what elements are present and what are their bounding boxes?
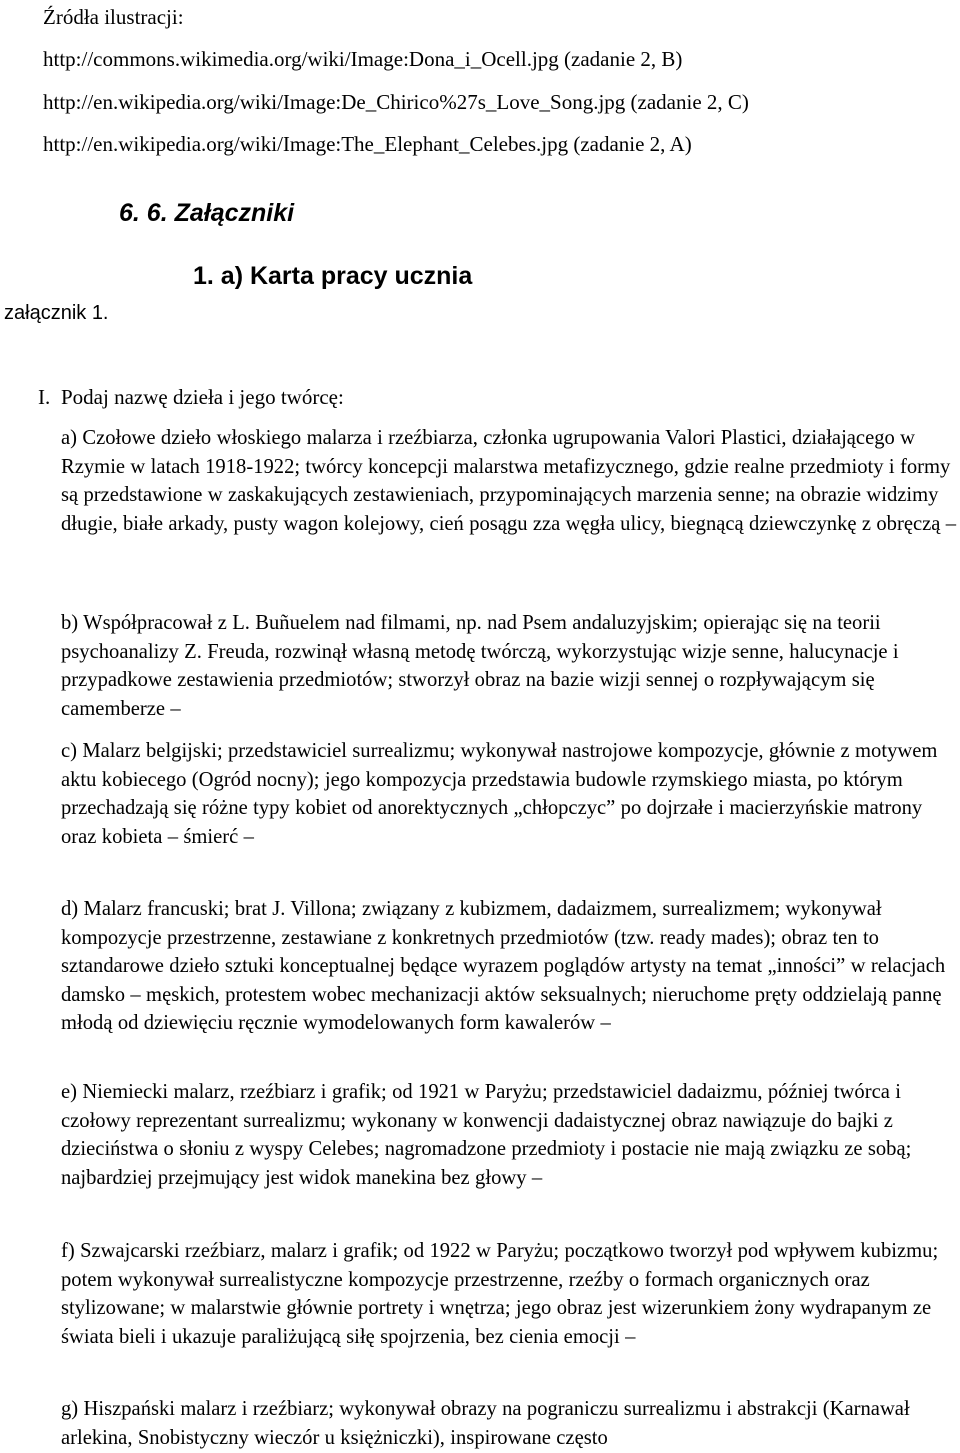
task-item-a: a) Czołowe dzieło włoskiego malarza i rzeźbiarza, członka ugrupowania Valori Plastici, działającego w Rzymie w latach 1918-1922; twórcy koncepcji malarstwa metafizycznego, gdzie realne przedmioty i formy są przedstawione w zaskakujących zestawieniach, przypominających marzenia senne; na obrazie widzimy długie, białe arkady, pusty wagon kolejowy, cień posągu zza węgła ulicy, biegnącą dziewczynkę z obręczą –	[61, 427, 957, 535]
section-title: 6. 6. Załączniki	[119, 199, 295, 227]
task-item-b: b) Współpracował z L. Buñuelem nad filmami, np. nad Psem andaluzyjskim; opierając się na teorii psychoanalizy Z. Freuda, rozwinął własną metodę twórczą, wykorzystując wizje senne, halucynacje i przypadkowe zestawienia przedmiotów; stworzył obraz na bazie wizji sennej o rozpływającym się camemberze –	[61, 612, 899, 720]
task-number: I.	[38, 385, 51, 409]
task-prompt: Podaj nazwę dzieła i jego twórcę:	[61, 385, 344, 409]
task-item-g: g) Hiszpański malarz i rzeźbiarz; wykonywał obrazy na pograniczu surrealizmu i abstrakcji (Karnawał arlekina, Snobistyczny wieczór u księżniczki), inspirowane często	[61, 1398, 910, 1449]
attachment-label: załącznik 1.	[4, 302, 109, 324]
task-item-e: e) Niemiecki malarz, rzeźbiarz i grafik; od 1921 w Paryżu; przedstawiciel dadaizmu, później twórca i czołowy reprezentant surrealizmu; wykonany w konwencji dadaistycznej obraz nawiązuje do bajki z dzieciństwa o słoniu z wyspy Celebes; nagromadzone przedmioty i postacie nie mają związku ze sobą; najbardziej przejmujący jest widok manekina bez głowy –	[61, 1081, 912, 1189]
task-item-d: d) Malarz francuski; brat J. Villona; związany z kubizmem, dadaizmem, surrealizmem; wykonywał kompozycje przestrzenne, zestawiane z konkretnych przedmiotów (tzw. ready mades); obraz ten to sztandarowe dzieło sztuki konceptualnej będące wyrazem poglądów artysty na temat „inności” w relacjach damsko – męskich, protestem wobec mechanizacji aktów seksualnych; nieruchome pręty oddzielają pannę młodą od dziewięciu ręcznie wymodelowanych form kawalerów –	[61, 898, 946, 1035]
source-link-1[interactable]: http://commons.wikimedia.org/wiki/Image:Dona_i_Ocell.jpg (zadanie 2, B)	[43, 47, 683, 71]
source-link-3[interactable]: http://en.wikipedia.org/wiki/Image:The_Elephant_Celebes.jpg (zadanie 2, A)	[43, 132, 692, 156]
task-item-f: f) Szwajcarski rzeźbiarz, malarz i grafik; od 1922 w Paryżu; początkowo tworzył pod wpływem kubizmu; potem wykonywał surrealistyczne kompozycje przestrzenne, rzeźby o formach organicznych oraz stylizowane; w malarstwie głównie portrety i wnętrza; jego obraz jest wizerunkiem żony wydrapanym ze świata bieli i ukazuje paraliżującą siłę spojrzenia, bez cienia emocji –	[61, 1240, 939, 1348]
source-link-2[interactable]: http://en.wikipedia.org/wiki/Image:De_Chirico%27s_Love_Song.jpg (zadanie 2, C)	[43, 90, 749, 114]
subsection-title: 1. a) Karta pracy ucznia	[193, 262, 473, 290]
sources-heading: Źródła ilustracji:	[43, 5, 184, 29]
task-item-c: c) Malarz belgijski; przedstawiciel surrealizmu; wykonywał nastrojowe kompozycje, głównie z motywem aktu kobiecego (Ogród nocny); jego kompozycja przedstawia budowle rzymskiego miasta, po którym przechadzają się różne typy kobiet od anorektycznych „chłopczyc” po dojrzałe i macierzyńskie matrony oraz kobieta – śmierć –	[61, 740, 938, 848]
